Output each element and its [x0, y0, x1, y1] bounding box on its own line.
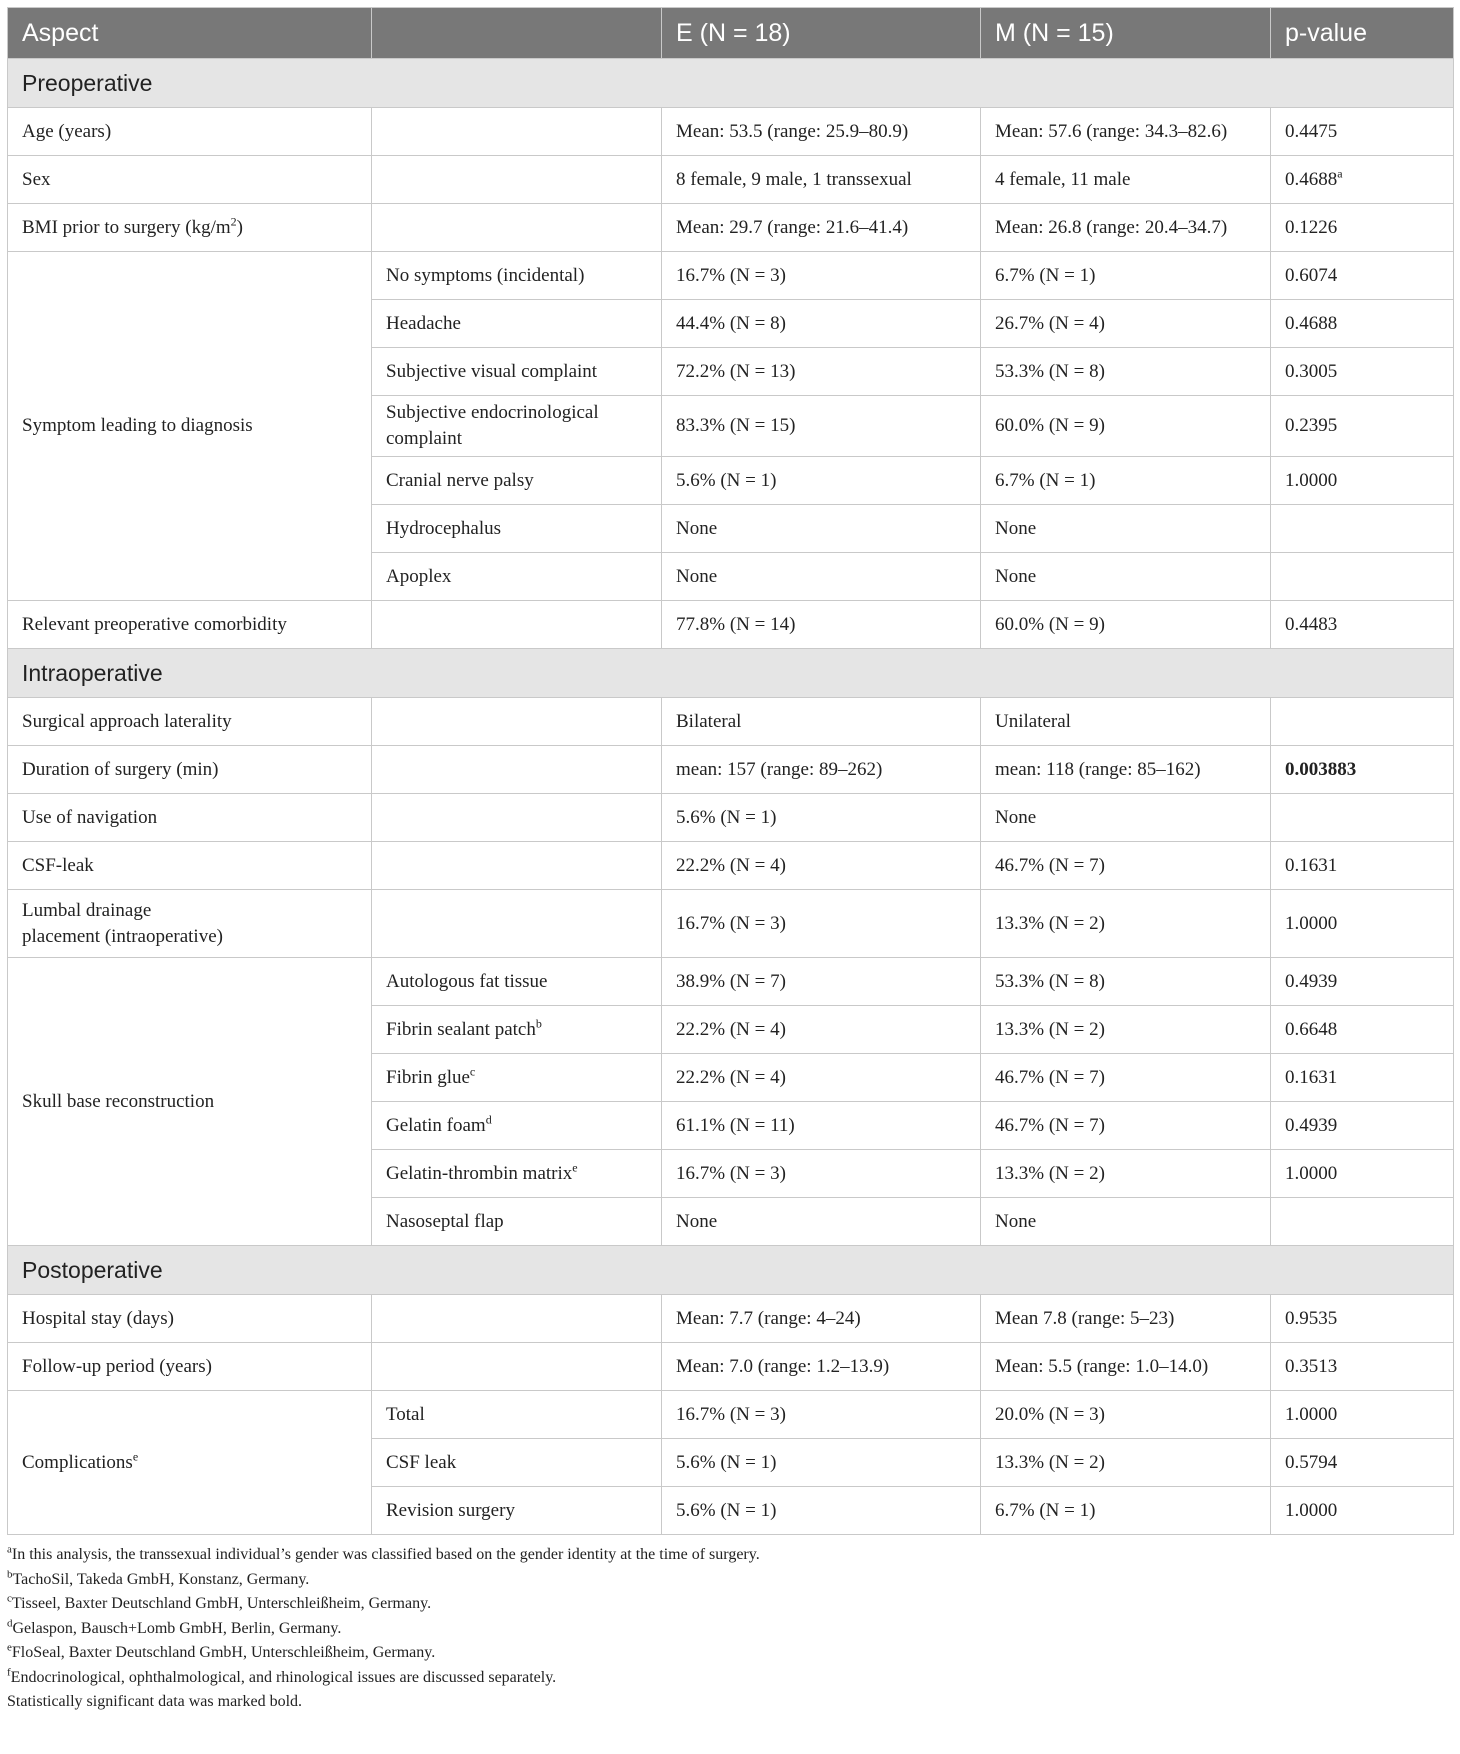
m-cell: None: [981, 1198, 1271, 1246]
aspect-cell: Use of navigation: [8, 794, 372, 842]
sub-cell: No symptoms (incidental): [372, 252, 662, 300]
header-m-label: M (N = 15): [995, 18, 1114, 47]
m-cell: 53.3% (N = 8): [981, 958, 1271, 1006]
e-cell: 16.7% (N = 3): [662, 1150, 981, 1198]
e-cell: Mean: 7.7 (range: 4–24): [662, 1295, 981, 1343]
header-subaspect: [372, 8, 662, 59]
footnote: [7, 1543, 1453, 1568]
table-row: [8, 252, 1454, 300]
p-cell: 1.0000: [1271, 457, 1454, 505]
section-title: Intraoperative: [8, 649, 1454, 698]
e-cell: Bilateral: [662, 698, 981, 746]
sub-cell: [372, 1295, 662, 1343]
footnote-text: FloSeal, Baxter Deutschland GmbH, Unterschleißheim, Germany.: [11, 1644, 436, 1661]
p-cell: 0.4939: [1271, 958, 1454, 1006]
header-aspect: Aspect: [8, 8, 372, 59]
footnote-mark: a: [7, 1543, 12, 1556]
header-row: [8, 8, 1454, 59]
footnote: [7, 1666, 1453, 1691]
aspect-text-end: ): [236, 216, 243, 238]
section-title: Preoperative: [8, 59, 1454, 108]
p-cell: 0.1631: [1271, 1054, 1454, 1102]
m-cell: Mean: 5.5 (range: 1.0–14.0): [981, 1343, 1271, 1391]
m-cell: 46.7% (N = 7): [981, 842, 1271, 890]
p-cell: 0.5794: [1271, 1439, 1454, 1487]
p-cell: 0.3005: [1271, 348, 1454, 396]
table-row: [8, 204, 1454, 252]
footnote-mark: e: [132, 1449, 139, 1464]
footnote-text: Tisseel, Baxter Deutschland GmbH, Unterschleißheim, Germany.: [11, 1595, 432, 1612]
table-row: [8, 794, 1454, 842]
sub-cell: [372, 1150, 662, 1198]
sub-cell: [372, 794, 662, 842]
sub-cell: Headache: [372, 300, 662, 348]
table-container: [7, 7, 1453, 1715]
section-row: [8, 1246, 1454, 1295]
m-cell: 6.7% (N = 1): [981, 1487, 1271, 1535]
p-cell: 0.4475: [1271, 108, 1454, 156]
sub-cell: Cranial nerve palsy: [372, 457, 662, 505]
m-cell: Unilateral: [981, 698, 1271, 746]
p-value-significant: 0.003883: [1285, 758, 1357, 780]
p-cell: 0.1631: [1271, 842, 1454, 890]
p-cell: 1.0000: [1271, 1150, 1454, 1198]
p-cell: 0.6648: [1271, 1006, 1454, 1054]
footnote-mark: a: [1337, 166, 1343, 181]
sub-cell: Subjective visual complaint: [372, 348, 662, 396]
aspect-cell: Relevant preoperative comorbidity: [8, 601, 372, 649]
table-row: [8, 156, 1454, 204]
footnote-mark: b: [7, 1568, 13, 1581]
sub-cell: Apoplex: [372, 553, 662, 601]
p-cell: 0.4483: [1271, 601, 1454, 649]
e-cell: 61.1% (N = 11): [662, 1102, 981, 1150]
sub-cell: [372, 746, 662, 794]
m-cell: 60.0% (N = 9): [981, 396, 1271, 457]
footnote: [7, 1690, 1453, 1715]
footnote-text: Statistically significant data was marked bold.: [7, 1693, 303, 1710]
header-p-label: p-value: [1285, 18, 1367, 47]
sub-cell: Subjective endocrinological complaint: [372, 396, 662, 457]
e-cell: None: [662, 553, 981, 601]
sub-cell: [372, 204, 662, 252]
footnote-mark: e: [7, 1641, 12, 1654]
m-cell: 46.7% (N = 7): [981, 1054, 1271, 1102]
p-cell: 0.2395: [1271, 396, 1454, 457]
sub-text: Fibrin sealant patch: [386, 1018, 536, 1040]
superscript: 2: [230, 214, 237, 229]
footnote: [7, 1617, 1453, 1642]
footnote-mark: d: [485, 1112, 492, 1127]
e-cell: Mean: 53.5 (range: 25.9–80.9): [662, 108, 981, 156]
aspect-text: BMI prior to surgery (kg/m: [22, 216, 231, 238]
p-cell: 1.0000: [1271, 1487, 1454, 1535]
sub-cell: [372, 1198, 662, 1246]
footnote-mark: c: [469, 1064, 476, 1079]
e-cell: 16.7% (N = 3): [662, 1391, 981, 1439]
e-cell: Mean: 29.7 (range: 21.6–41.4): [662, 204, 981, 252]
e-cell: 16.7% (N = 3): [662, 252, 981, 300]
section-row: [8, 649, 1454, 698]
group-cell-symptom: Symptom leading to diagnosis: [8, 252, 372, 601]
sub-text: Fibrin glue: [386, 1066, 470, 1088]
sub-cell: [372, 1054, 662, 1102]
m-cell: None: [981, 553, 1271, 601]
p-cell: 0.4688: [1271, 300, 1454, 348]
sub-cell: [372, 698, 662, 746]
m-cell: 53.3% (N = 8): [981, 348, 1271, 396]
p-cell: [1271, 794, 1454, 842]
header-p-value: [1271, 8, 1454, 59]
m-cell: mean: 118 (range: 85–162): [981, 746, 1271, 794]
p-cell: 1.0000: [1271, 1391, 1454, 1439]
e-cell: None: [662, 1198, 981, 1246]
footnotes: [7, 1543, 1453, 1715]
group-text: Complications: [22, 1451, 133, 1473]
section-title: Postoperative: [8, 1246, 1454, 1295]
aspect-cell: Follow-up period (years): [8, 1343, 372, 1391]
e-cell: 5.6% (N = 1): [662, 1439, 981, 1487]
footnote: [7, 1641, 1453, 1666]
m-cell: 4 female, 11 male: [981, 156, 1271, 204]
footnote-text: Gelaspon, Bausch+Lomb GmbH, Berlin, Germany.: [12, 1619, 342, 1637]
e-cell: mean: 157 (range: 89–262): [662, 746, 981, 794]
sub-cell: [372, 156, 662, 204]
sub-text: Gelatin foam: [386, 1114, 486, 1136]
p-cell: [1271, 746, 1454, 794]
p-cell: [1271, 698, 1454, 746]
p-cell: 0.3513: [1271, 1343, 1454, 1391]
m-cell: 13.3% (N = 2): [981, 1150, 1271, 1198]
header-group-e: [662, 8, 981, 59]
p-cell: [1271, 1198, 1454, 1246]
aspect-cell: Surgical approach laterality: [8, 698, 372, 746]
sub-cell: [372, 1102, 662, 1150]
sub-text: Autologous fat tissue: [386, 970, 548, 992]
footnote-mark: f: [7, 1666, 11, 1679]
m-cell: 46.7% (N = 7): [981, 1102, 1271, 1150]
table-row: [8, 842, 1454, 890]
sub-cell: [372, 890, 662, 958]
m-cell: 6.7% (N = 1): [981, 252, 1271, 300]
aspect-cell: Hospital stay (days): [8, 1295, 372, 1343]
e-cell: 44.4% (N = 8): [662, 300, 981, 348]
m-cell: 26.7% (N = 4): [981, 300, 1271, 348]
e-cell: 38.9% (N = 7): [662, 958, 981, 1006]
footnote-mark: b: [535, 1016, 542, 1031]
e-cell: None: [662, 505, 981, 553]
e-cell: 83.3% (N = 15): [662, 396, 981, 457]
section-row: [8, 59, 1454, 108]
m-cell: Mean: 57.6 (range: 34.3–82.6): [981, 108, 1271, 156]
footnote: [7, 1592, 1453, 1617]
group-cell-skull: Skull base reconstruction: [8, 958, 372, 1246]
m-cell: Mean: 26.8 (range: 20.4–34.7): [981, 204, 1271, 252]
e-cell: 22.2% (N = 4): [662, 842, 981, 890]
aspect-cell: Sex: [8, 156, 372, 204]
table-row: [8, 601, 1454, 649]
e-cell: 22.2% (N = 4): [662, 1006, 981, 1054]
e-cell: 5.6% (N = 1): [662, 1487, 981, 1535]
table-row: [8, 108, 1454, 156]
group-cell-complications: [8, 1391, 372, 1535]
footnote-text: TachoSil, Takeda GmbH, Konstanz, Germany.: [12, 1570, 310, 1588]
footnote-mark: e: [572, 1160, 578, 1175]
header-group-m: [981, 8, 1271, 59]
p-cell: [1271, 156, 1454, 204]
table-row: [8, 1343, 1454, 1391]
p-cell: [1271, 505, 1454, 553]
sub-cell: Revision surgery: [372, 1487, 662, 1535]
sub-cell: [372, 842, 662, 890]
m-cell: None: [981, 794, 1271, 842]
aspect-cell: Age (years): [8, 108, 372, 156]
m-cell: 6.7% (N = 1): [981, 457, 1271, 505]
m-cell: None: [981, 505, 1271, 553]
comparison-table: [7, 7, 1454, 1535]
p-cell: 1.0000: [1271, 890, 1454, 958]
m-cell: Mean 7.8 (range: 5–23): [981, 1295, 1271, 1343]
p-cell: 0.4939: [1271, 1102, 1454, 1150]
e-cell: 22.2% (N = 4): [662, 1054, 981, 1102]
sub-cell: [372, 958, 662, 1006]
p-cell: [1271, 553, 1454, 601]
sub-cell: Hydrocephalus: [372, 505, 662, 553]
table-row: [8, 958, 1454, 1006]
e-cell: 16.7% (N = 3): [662, 890, 981, 958]
e-cell: Mean: 7.0 (range: 1.2–13.9): [662, 1343, 981, 1391]
footnote-mark: c: [7, 1592, 12, 1605]
p-value: 0.4688: [1285, 168, 1338, 190]
m-cell: 13.3% (N = 2): [981, 890, 1271, 958]
sub-cell: [372, 1343, 662, 1391]
sub-cell: [372, 1006, 662, 1054]
aspect-cell: [8, 204, 372, 252]
m-cell: 20.0% (N = 3): [981, 1391, 1271, 1439]
m-cell: 60.0% (N = 9): [981, 601, 1271, 649]
table-row: [8, 746, 1454, 794]
table-row: [8, 1391, 1454, 1439]
sub-text: Gelatin-thrombin matrix: [386, 1162, 573, 1184]
footnote: [7, 1568, 1453, 1593]
sub-cell: [372, 108, 662, 156]
m-cell: 13.3% (N = 2): [981, 1006, 1271, 1054]
sub-text: Nasoseptal flap: [386, 1210, 504, 1232]
table-row: [8, 1295, 1454, 1343]
table-row: [8, 890, 1454, 958]
footnote-text: In this analysis, the transsexual individual’s gender was classified based on the gender identity at the time of surgery.: [11, 1546, 760, 1563]
e-cell: 77.8% (N = 14): [662, 601, 981, 649]
sub-cell: CSF leak: [372, 1439, 662, 1487]
p-cell: 0.6074: [1271, 252, 1454, 300]
aspect-cell: Duration of surgery (min): [8, 746, 372, 794]
p-cell: 0.1226: [1271, 204, 1454, 252]
m-cell: 13.3% (N = 2): [981, 1439, 1271, 1487]
e-cell: 5.6% (N = 1): [662, 794, 981, 842]
aspect-cell: CSF-leak: [8, 842, 372, 890]
e-cell: 8 female, 9 male, 1 transsexual: [662, 156, 981, 204]
p-cell: 0.9535: [1271, 1295, 1454, 1343]
footnote-mark: d: [7, 1617, 13, 1630]
header-e-label: E (N = 18): [676, 18, 791, 47]
sub-cell: Total: [372, 1391, 662, 1439]
table-row: [8, 698, 1454, 746]
footnote-text: Endocrinological, ophthalmological, and rhinological issues are discussed separately.: [10, 1668, 557, 1686]
e-cell: 72.2% (N = 13): [662, 348, 981, 396]
aspect-cell: Lumbal drainage placement (intraoperative): [8, 890, 372, 958]
e-cell: 5.6% (N = 1): [662, 457, 981, 505]
sub-cell: [372, 601, 662, 649]
